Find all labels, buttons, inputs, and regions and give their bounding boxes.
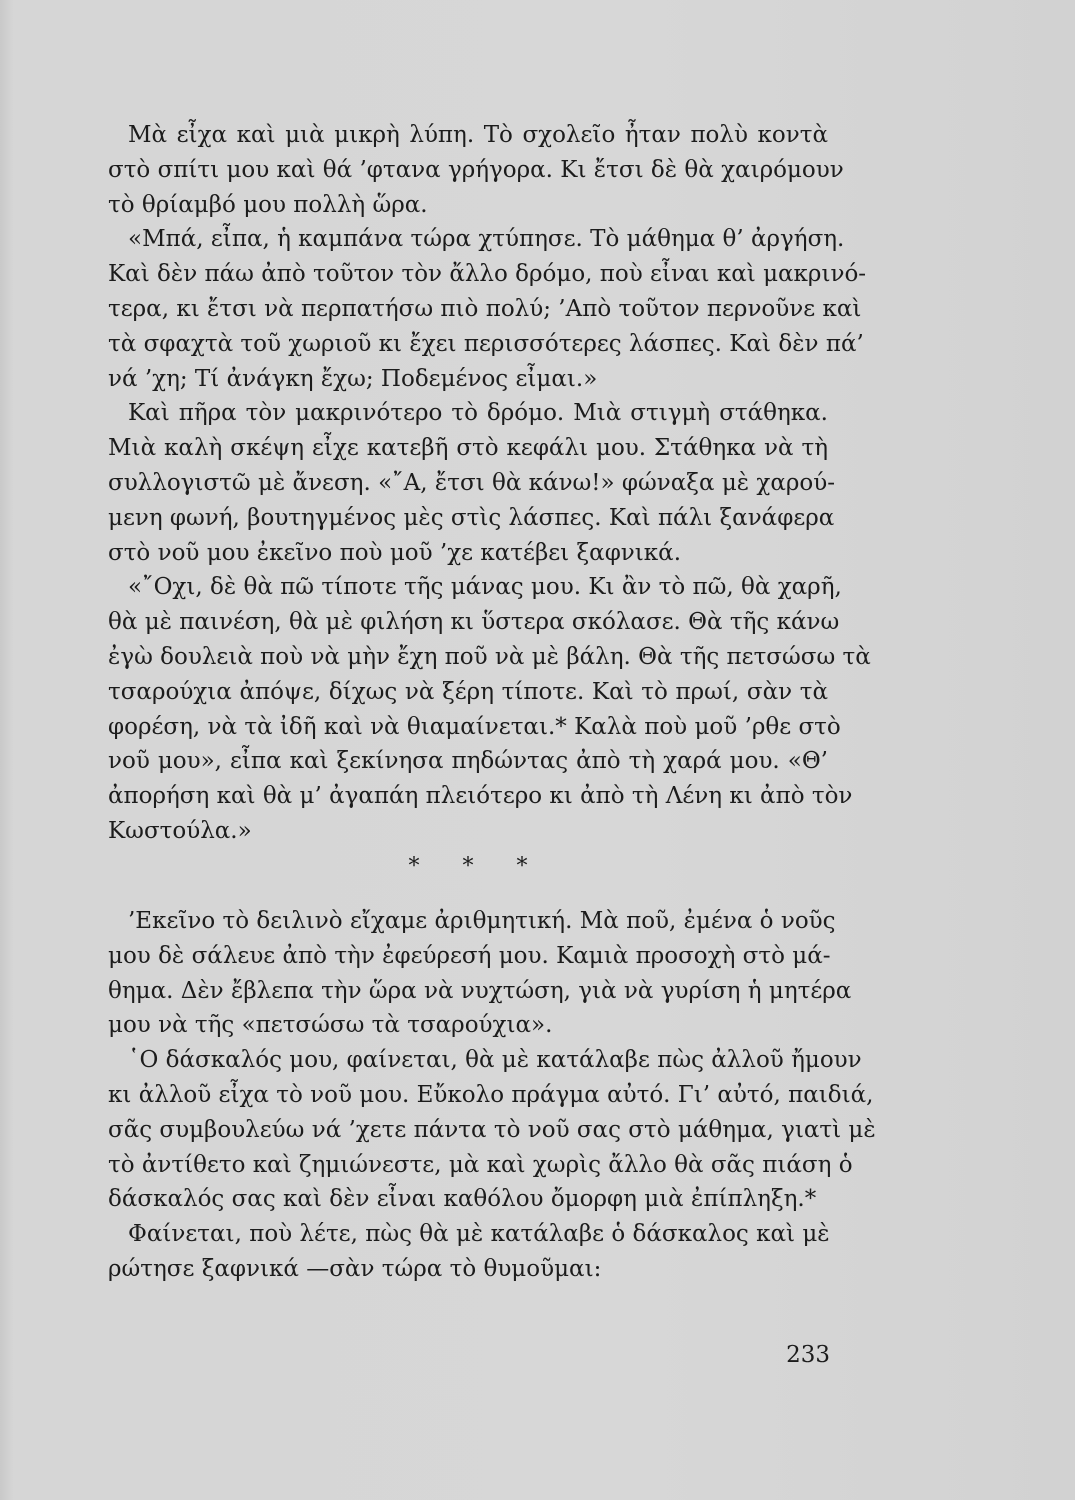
text-line: δάσκαλός σας καὶ δὲν εἶναι καθόλου ὄμορφη μιὰ ἐπίπληξη.*	[108, 1186, 817, 1213]
text-line: ἐγὼ δουλειὰ ποὺ νὰ μὴν ἔχη ποῦ νὰ μὲ βάλη. Θὰ τῆς πετσώσω τὰ	[108, 643, 871, 670]
text-line: μου νὰ τῆς «πετσώσω τὰ τσαρούχια».	[108, 1012, 553, 1039]
text-line: θημα. Δὲν ἔβλεπα τὴν ὥρα νὰ νυχτώση, γιὰ νὰ γυρίση ἡ μητέρα	[108, 977, 852, 1004]
text-line: συλλογιστῶ μὲ ἄνεση. «῎Α, ἔτσι θὰ κάνω!» φώναξα μὲ χαρού-	[108, 469, 836, 496]
text-line: τὰ σφαχτὰ τοῦ χωριοῦ κι ἔχει περισσότερες λάσπες. Καὶ δὲν πά’	[108, 330, 864, 357]
text-line: νά ’χη; Τί ἀνάγκη ἔχω; Ποδεμένος εἶμαι.»	[108, 365, 598, 392]
page-number: 233	[786, 1342, 830, 1368]
text-line: ρώτησε ξαφνικά —σὰν τώρα τὸ θυμοῦμαι:	[108, 1255, 602, 1282]
section-1-text	[108, 118, 871, 917]
text-line: σᾶς συμβουλεύω νά ’χετε πάντα τὸ νοῦ σας στὸ μάθημα, γιατὶ μὲ	[108, 1116, 876, 1143]
section-separator: * * *	[408, 853, 546, 879]
text-line: τσαρούχια ἀπόψε, δίχως νὰ ξέρη τίποτε. Καὶ τὸ πρωί, σὰν τὰ	[108, 678, 828, 705]
text-line: μου δὲ σάλευε ἀπὸ τὴν ἐφεύρεσή μου. Καμιὰ προσοχὴ στὸ μά-	[108, 942, 831, 969]
text-line: στὸ σπίτι μου καὶ θά ’φτανα γρήγορα. Κι ἔτσι δὲ θὰ χαιρόμουν	[108, 156, 844, 183]
text-line: Μιὰ καλὴ σκέψη εἶχε κατεβῆ στὸ κεφάλι μου. Στάθηκα νὰ τὴ	[108, 435, 828, 462]
text-line: Μὰ εἶχα καὶ μιὰ μικρὴ λύπη. Τὸ σχολεῖο ἦταν πολὺ κοντὰ	[128, 122, 828, 148]
text-line: φορέση, νὰ τὰ ἰδῆ καὶ νὰ θιαμαίνεται.* Καλὰ ποὺ μοῦ ’ρθε στὸ	[108, 713, 841, 740]
text-line: Φαίνεται, ποὺ λέτε, πὼς θὰ μὲ κατάλαβε ὁ δάσκαλος καὶ μὲ	[128, 1221, 830, 1248]
text-line: ἀπορήση καὶ θὰ μ’ ἀγαπάη πλειότερο κι ἀπὸ τὴ Λένη κι ἀπὸ τὸν	[108, 783, 853, 810]
text-line: Κωστούλα.»	[108, 817, 252, 844]
text-line: τὸ θρίαμβό μου πολλὴ ὥρα.	[108, 191, 428, 218]
text-line: κι ἀλλοῦ εἶχα τὸ νοῦ μου. Εὔκολο πράγμα αὐτό. Γι’ αὐτό, παιδιά,	[108, 1081, 874, 1108]
text-line: τὸ ἀντίθετο καὶ ζημιώνεστε, μὰ καὶ χωρὶς ἄλλο θὰ σᾶς πιάση ὁ	[108, 1151, 853, 1178]
text-line: μενη φωνή, βουτηγμένος μὲς στὶς λάσπες. Καὶ πάλι ξανάφερα	[108, 504, 835, 531]
text-line: «῎Οχι, δὲ θὰ πῶ τίποτε τῆς μάνας μου. Κι ἂν τὸ πῶ, θὰ χαρῆ,	[128, 574, 842, 601]
text-line: ’Εκεῖνο τὸ δειλινὸ εἴχαμε ἀριθμητική. Μὰ ποῦ, ἐμένα ὁ νοῦς	[128, 908, 836, 934]
text-line: «Μπά, εἶπα, ἡ καμπάνα τώρα χτύπησε. Τὸ μάθημα θ’ ἀργήση.	[128, 226, 845, 253]
section-2-text	[108, 904, 876, 1287]
text-line: στὸ νοῦ μου ἐκεῖνο ποὺ μοῦ ’χε κατέβει ξαφνικά.	[108, 539, 682, 566]
text-line: θὰ μὲ παινέση, θὰ μὲ φιλήση κι ὕστερα σκόλασε. Θὰ τῆς κάνω	[108, 609, 840, 636]
text-line: Καὶ δὲν πάω ἀπὸ τοῦτον τὸν ἄλλο δρόμο, ποὺ εἶναι καὶ μακρινό-	[108, 261, 867, 288]
text-line: Καὶ πῆρα τὸν μακρινότερο τὸ δρόμο. Μιὰ στιγμὴ στάθηκα.	[128, 400, 828, 427]
text-line: ῾Ο δάσκαλός μου, φαίνεται, θὰ μὲ κατάλαβε πὼς ἀλλοῦ ἤμουν	[128, 1047, 862, 1074]
text-line: τερα, κι ἔτσι νὰ περπατήσω πιὸ πολύ; ’Απὸ τοῦτον περνοῦνε καὶ	[108, 295, 862, 322]
text-line: νοῦ μου», εἶπα καὶ ξεκίνησα πηδώντας ἀπὸ τὴ χαρά μου. «Θ’	[108, 748, 828, 775]
